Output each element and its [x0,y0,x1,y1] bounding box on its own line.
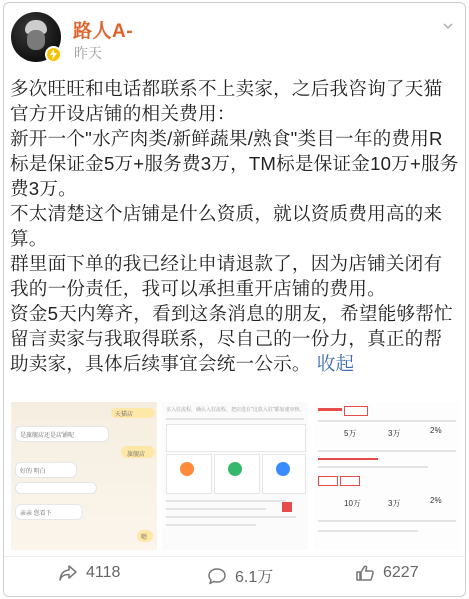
red-marker [318,458,378,460]
highlight-box [340,476,360,486]
divider [166,524,256,526]
chat-text: 旗舰店 [127,452,146,458]
like-count: 6227 [383,564,419,581]
divider [166,500,286,502]
post-paragraph: 群里面下单的我已经让申请退款了，因为店铺关闭有我的一份责任，我可以承担重开店铺的费用。 [10,253,443,299]
comment-icon [207,567,227,585]
divider [166,516,296,518]
fee-value: 3万 [388,499,401,508]
comment-button[interactable] [207,564,273,587]
comment-count: 6.1万 [235,569,274,586]
share-icon [58,564,78,582]
fee-value: 2% [430,426,442,435]
avatar-face [27,30,45,50]
chat-text: 嗯 [141,535,148,541]
divider [318,420,456,422]
image-thumb-fee-table[interactable] [314,402,460,550]
divider [166,508,266,510]
divider [318,466,428,468]
fee-value: 3万 [388,429,401,438]
weibo-post-card [3,2,466,597]
divider [318,450,456,452]
chevron-down-icon[interactable] [443,17,453,25]
post-text [10,76,460,376]
chat-text: 亲亲 您看下 [20,511,52,517]
post-paragraph: 不太清楚这个店铺是什么资质，就以资质费用高的来算。 [10,203,443,249]
highlight-box [318,476,338,486]
red-marker [282,502,292,512]
divider [318,530,418,532]
chat-text: 是旗舰店还是店铺呢 [20,433,75,439]
form-panel [166,424,306,452]
like-button[interactable] [355,564,419,582]
post-paragraph: 多次旺旺和电话都联系不上卖家，之后我咨询了天猫官方开设店铺的相关费用： [10,78,443,124]
fee-value: 10万 [344,499,361,508]
chat-bubble [15,482,97,494]
option-icon [228,462,242,476]
author-name[interactable]: 路人A- [73,21,134,42]
verified-badge-icon [45,46,62,63]
divider [166,418,304,420]
chat-text: 好的 明白 [20,469,46,475]
red-marker [318,408,342,411]
image-thumb-chat[interactable] [11,402,157,550]
action-bar [4,556,465,593]
chat-text: 天猫店 [115,412,134,418]
thumbs-up-icon [355,564,375,582]
image-thumb-entry-page[interactable] [162,402,308,550]
post-time: 昨天 [74,45,102,61]
collapse-link[interactable]: 收起 [316,353,355,374]
post-paragraph: 新开一个"水产肉类/新鲜蔬果/熟食"类目一年的费用R标是保证金5万+服务费3万，TM标是保证金10万+服务费3万。 [10,128,459,199]
post-paragraph-text: 资金5天内筹齐，看到这条消息的朋友，希望能够帮忙留言卖家与我取得联系，尽自己的一份力，真正的帮助卖家，具体后续事宜会统一公示。 [10,303,453,374]
page-header-text: 亲入驻流程，确认入驻流程，把店选在"这款入驻"都加速审核。 [166,407,305,413]
share-button[interactable] [58,564,120,582]
fee-value: 5万 [344,429,357,438]
share-count: 4118 [86,564,121,581]
option-icon [180,462,194,476]
post-paragraph [10,301,460,376]
option-icon [276,462,290,476]
highlight-box [344,406,368,416]
divider [318,520,456,522]
fee-value: 2% [430,496,442,505]
image-grid [11,402,460,550]
